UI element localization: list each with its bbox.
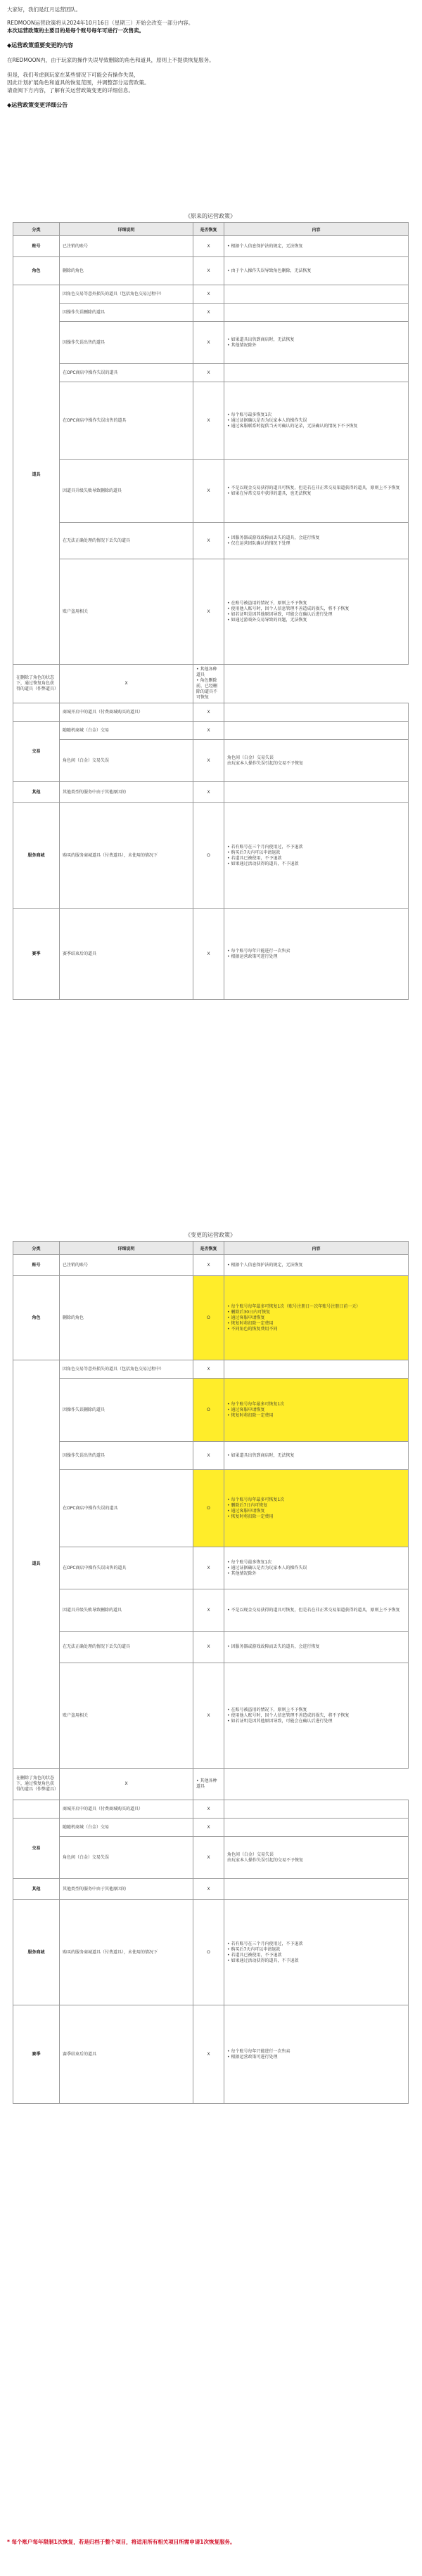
content-cell [224,782,409,803]
description-cell: 赛季结束后的道具 [60,2005,193,2104]
header-category: 分类 [13,223,60,236]
category-cell: 交易 [13,722,60,782]
content-cell [224,1800,409,1819]
content-cell: • 每个账号每年最多可恢复1次 • 通过客服申请恢复 • 恢复时将扣除一定费用 [224,1379,409,1442]
content-cell: • 每个账号每年最多可恢复1次 • 删除后7日内可恢复 • 通过客服申请恢复 • 恢复时将扣除一定费用 [224,1470,409,1547]
content-cell [224,304,409,322]
recoverable-cell: X [193,364,224,382]
table-row [13,740,409,782]
recoverable-cell: X [60,1769,193,1800]
content-cell: • 根据个人信息保护法的规定，无法恢复 [224,236,409,257]
category-cell [13,703,60,722]
category-cell: 角色 [13,257,60,285]
content-cell: • 在账号被盗用的情况下，原则上不予恢复 • 使用他人账号时，因个人信息管理不善造成的损失，将不予恢复 • 如若证明是因其他原因导致，可能会在确认后进行处理 • 如通过游戏外交易导致的问题，无法恢复 [224,559,409,665]
category-cell: 角色 [13,1276,60,1360]
content-cell: • 根据个人信息保护法的规定，无法恢复 [224,1255,409,1276]
table-row [13,1360,409,1379]
table-row [13,703,409,722]
table-row [13,559,409,665]
header-recoverable: 是否恢复 [193,223,224,236]
table-row [13,1819,409,1837]
changed-policy-table [13,1241,409,2104]
content-cell: • 由于个人操作失误导致角色删除，无法恢复 [224,257,409,285]
content-cell: • 若有账号在三个月内使用过，不予退款 • 购买后7天内可以申请退款 • 若道具已被使用，不予退款 • 如果通过活动获得的道具，不予退款 [224,1900,409,2005]
table-row [13,523,409,559]
description-cell: 其他类型的服务中由于其他原因的 [60,1879,193,1900]
changed-policy-section [13,1230,408,2104]
content-cell: • 每个账号最多恢复1次 • 通过证据确认是否为玩家本人的操作失误 • 通过客服联系时提供当天可确认的记录，无法确认的情况下不予恢复 [224,382,409,460]
table-row [13,1442,409,1470]
description-cell: 账户盗用相关 [60,1663,193,1769]
recoverable-cell: X [193,2005,224,2104]
description-cell: 在OPC商店中操作失误出售的道具 [60,382,193,460]
table-row [13,722,409,740]
original-policy-section [13,211,408,1000]
footer-note: * 每个账户每年限制1次恢复，若是归档于整个项目，将适用所有相关项目所需申请1次恢复服务。 [7,2539,236,2545]
recoverable-cell: X [193,257,224,285]
content-cell: 角色间（白金）交易失误 由玩家本人操作失误引起的交易不予恢复 [224,1837,409,1879]
category-cell: 其他 [13,782,60,803]
table-row [13,1769,409,1800]
description-cell: 因操作失误删除的道具 [60,1379,193,1442]
recoverable-cell: X [193,1879,224,1900]
description-cell: 因道具升级失败导致删除的道具 [60,1589,193,1632]
description-cell: 因角色交易等意外损失的道具（包括角色交易过程中） [60,285,193,304]
intro-para-4: 请查阅下方内容，了解有关运营政策变更的详细信息。 [7,87,134,93]
description-cell: 其他类型的服务中由于其他原因的 [60,782,193,803]
intro-para-1: 在REDMOON内，由于玩家的操作失误导致删除的角色和道具，原则上不提供恢复服务。 [7,57,215,63]
recoverable-cell: O [193,1900,224,2005]
description-cell: 因操作失误出售的道具 [60,1442,193,1470]
table-row [13,803,409,909]
description-cell: 随随机商城（白金）交易 [60,722,193,740]
table-row [13,909,409,1000]
description-cell: 因道具升级失败导致删除的道具 [60,460,193,523]
recoverable-cell: X [193,1360,224,1379]
table-row [13,236,409,257]
intro-para-3: 因此计划扩展角色和道具的恢复范围，并调整部分运营政策。 [7,79,150,86]
description-cell: 商城开启中的道具（付费商城购买的道具） [60,1800,193,1819]
recoverable-cell: X [193,236,224,257]
description-cell: 购买的服务商城道具（付费道具），未使用的情况下 [60,803,193,909]
content-cell: • 每个账号每年只能进行一次售卖 • 根据运营政策可进行处理 [224,909,409,1000]
intro-block [7,6,401,109]
recoverable-cell: X [193,523,224,559]
section2-title: ◆运营政策变更详细公告 [7,102,68,108]
content-cell: • 每个账号最多恢复1次 • 通过证据确认是否为玩家本人的操作失误 • 其他情况除外 [224,1547,409,1589]
content-cell [224,285,409,304]
description-cell: 在OPC商店中操作失误出售的道具 [60,1547,193,1589]
description-cell: 赛季结束后的道具 [60,909,193,1000]
recoverable-cell: X [193,460,224,523]
description-cell: 角色间（白金）交易失误 [60,740,193,782]
recoverable-cell: X [193,1663,224,1769]
table-row [13,1547,409,1589]
description-cell: 删除的角色 [60,257,193,285]
notice-bold: 本次运营政策的主要目的是每个账号每年可进行一次售卖。 [7,27,144,34]
recoverable-cell: X [193,1819,224,1837]
recoverable-cell: X [193,722,224,740]
intro-para-2: 但是，我们考虑到玩家在某些情况下可能会有操作失误， [7,72,139,78]
table-row [13,1837,409,1879]
recoverable-cell: X [193,1837,224,1879]
content-cell [224,722,409,740]
original-policy-table [13,222,409,1000]
description-cell: 随随机商城（白金）交易 [60,1819,193,1837]
description-cell: 商城开启中的道具（付费商城购买的道具） [60,703,193,722]
category-cell: 账号 [13,236,60,257]
recoverable-cell: O [193,1379,224,1442]
table-row [13,322,409,364]
description-cell: 在OPC商店中操作失误的道具 [60,1470,193,1547]
section1-title: ◆运营政策重要变更的内容 [7,42,74,48]
content-cell: • 其他各种道具 [193,1769,224,1800]
description-cell: 因角色交易等意外损失的道具（包括角色交易过程中） [60,1360,193,1379]
table-row [13,1663,409,1769]
recoverable-cell: X [193,322,224,364]
content-cell: • 每个账号每年最多可恢复1次（账号注册日～次年账号注册日前一天） • 删除后30日内可恢复 • 通过客服申请恢复 • 恢复时将扣除一定费用 • 不同角色的恢复费用不同 [224,1276,409,1360]
content-cell [224,1879,409,1900]
table-row [13,1470,409,1547]
category-cell: 其他 [13,1879,60,1900]
recoverable-cell: X [193,1800,224,1819]
content-cell: • 如果道具出售到商店时，无法恢复 • 其他情况除外 [224,322,409,364]
recoverable-cell: X [193,1632,224,1663]
description-cell: 在删除了角色的状态下，通过恢复角色获得的道具（作弊道具） [13,1769,60,1800]
recoverable-cell: X [60,665,193,703]
content-cell: 角色间（白金）交易失误 由玩家本人操作失误引起的交易不予恢复 [224,740,409,782]
table-row [13,364,409,382]
recoverable-cell: X [193,382,224,460]
table-row [13,2005,409,2104]
content-cell: • 因服务器或游戏故障而丢失的道具，会进行恢复 [224,1632,409,1663]
recoverable-cell: X [193,559,224,665]
description-cell: 在无法正确处理的情况下丢失的道具 [60,523,193,559]
content-cell [224,364,409,382]
table-row [13,460,409,523]
table-row [13,1276,409,1360]
category-cell: 赛季 [13,909,60,1000]
recoverable-cell: X [193,1255,224,1276]
content-cell: • 如果道具出售到商店时，无法恢复 [224,1442,409,1470]
table-row [13,1255,409,1276]
description-cell: 购买的服务商城道具（付费道具），未使用的情况下 [60,1900,193,2005]
description-cell: 在删除了角色的状态下，通过恢复角色获得的道具（作弊道具） [13,665,60,703]
header-description: 详细说明 [60,223,193,236]
table-row [13,665,409,703]
category-cell [13,1800,60,1819]
header-content: 内容 [224,223,409,236]
recoverable-cell: O [193,1470,224,1547]
header-description: 详细说明 [60,1242,193,1255]
recoverable-cell: X [193,285,224,304]
content-cell: • 因服务器或游戏故障而丢失的道具，会进行恢复 • 仅在运营团队确认的情况下处理 [224,523,409,559]
content-cell: • 若有账号在三个月内使用过，不予退款 • 购买后7天内可以申请退款 • 若道具已被使用，不予退款 • 如果通过活动获得的道具，不予退款 [224,803,409,909]
description-cell: 账户盗用相关 [60,559,193,665]
recoverable-cell: O [193,803,224,909]
category-cell: 服务商城 [13,803,60,909]
category-cell: 道具 [13,285,60,665]
description-cell: 在OPC商店中操作失误的道具 [60,364,193,382]
category-cell: 赛季 [13,2005,60,2104]
header-content: 内容 [224,1242,409,1255]
table-row [13,382,409,460]
recoverable-cell: X [193,1589,224,1632]
table-row [13,304,409,322]
recoverable-cell: X [193,782,224,803]
description-cell: 因操作失误删除的道具 [60,304,193,322]
table-row [13,1800,409,1819]
description-cell: 已注销的账号 [60,236,193,257]
table-row [13,1379,409,1442]
recoverable-cell: X [193,740,224,782]
table-row [13,257,409,285]
category-cell: 道具 [13,1360,60,1769]
category-cell: 交易 [13,1819,60,1879]
header-category: 分类 [13,1242,60,1255]
content-cell: • 不是以现金交易获得的道具可恢复，但是若在非正常交易渠道获得的道具，原则上不予恢复 [224,1589,409,1632]
notice-line: REDMOON运营政策将从2024年10月16日（星期三）开始会改变一部分内容。 [7,20,194,26]
table-row [13,782,409,803]
description-cell: 在无法正确处理的情况下丢失的道具 [60,1632,193,1663]
content-cell [224,1360,409,1379]
content-cell [224,703,409,722]
table-row [13,285,409,304]
recoverable-cell: X [193,1442,224,1470]
category-cell: 服务商城 [13,1900,60,2005]
content-cell: • 不是以现金交易获得的道具可恢复，但是若在非正常交易渠道获得的道具，原则上不予恢复 • 如果在异常交易中获得的道具，也无法恢复 [224,460,409,523]
description-cell: 因操作失误出售的道具 [60,322,193,364]
original-policy-title: 《原来的运营政策》 [185,213,236,219]
greeting: 大家好，我们是红月运营团队。 [7,6,81,13]
table-row [13,1589,409,1632]
recoverable-cell: X [193,909,224,1000]
header-recoverable: 是否恢复 [193,1242,224,1255]
table-row [13,1632,409,1663]
description-cell: 删除的角色 [60,1276,193,1360]
description-cell: 角色间（白金）交易失误 [60,1837,193,1879]
recoverable-cell: O [193,1276,224,1360]
changed-policy-title: 《变更的运营政策》 [185,1232,236,1238]
content-cell: • 在账号被盗用的情况下，原则上不予恢复 • 使用他人账号时，因个人信息管理不善造成的损失，将不予恢复 • 如若证明是因其他原因导致，可能会在确认后进行处理 [224,1663,409,1769]
content-cell: • 每个账号每年只能进行一次售卖 • 根据运营政策可进行处理 [224,2005,409,2104]
category-cell: 账号 [13,1255,60,1276]
content-cell [224,1819,409,1837]
table-header-row [13,1242,409,1255]
recoverable-cell: X [193,1547,224,1589]
table-row [13,1900,409,2005]
table-row [13,1879,409,1900]
content-cell: • 其他各种道具 • 角色删除前，已经删除的道具不可恢复 [193,665,224,703]
table-header-row [13,223,409,236]
recoverable-cell: X [193,703,224,722]
recoverable-cell: X [193,304,224,322]
description-cell: 已注销的账号 [60,1255,193,1276]
